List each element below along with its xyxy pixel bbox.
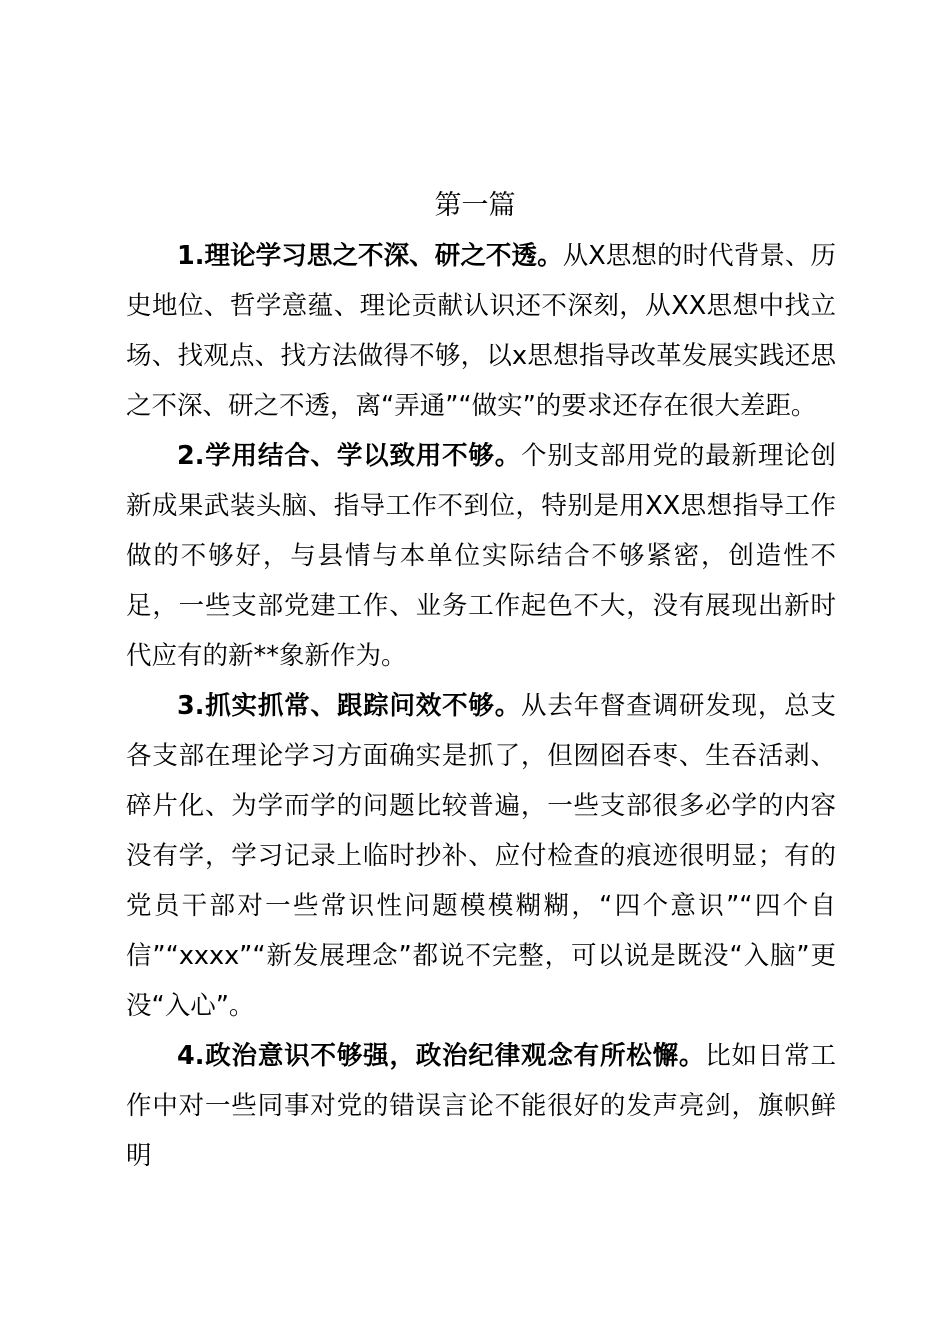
paragraph-heading: 4.政治意识不够强，政治纪律观念有所松懈。 bbox=[177, 1041, 706, 1071]
paragraph-2 bbox=[126, 431, 836, 681]
paragraph-text: 从X思想的时代背景、历史地位、哲学意蕴、理论贡献认识还不深刻，从XX思想中找立场、找观点、找方法做得不够，以x思想指导改革发展实践还思之不深、研之不透，离“弄通”“做实”的要求还存在很大差距。 bbox=[126, 241, 836, 421]
document-title: 第一篇 bbox=[434, 190, 516, 221]
paragraph-text: 个别支部用党的最新理论创新成果武装头脑、指导工作不到位，特别是用XX思想指导工作做的不够好，与县情与本单位实际结合不够紧密，创造性不足，一些支部党建工作、业务工作起色不大，没有展现出新时代应有的新**象新作为。 bbox=[126, 441, 836, 671]
paragraph-3 bbox=[126, 681, 836, 1031]
paragraph-heading: 3.抓实抓常、跟踪问效不够。 bbox=[177, 691, 522, 721]
paragraph-heading: 2.学用结合、学以致用不够。 bbox=[177, 441, 522, 471]
paragraph-heading: 1.理论学习思之不深、研之不透。 bbox=[177, 241, 563, 271]
document-body bbox=[126, 231, 836, 1181]
paragraph-4 bbox=[126, 1031, 836, 1181]
paragraph-text: 比如日常工作中对一些同事对党的错误言论不能很好的发声亮剑，旗帜鲜明 bbox=[126, 1041, 836, 1171]
paragraph-text: 从去年督查调研发现，总支各支部在理论学习方面确实是抓了，但囫囵吞枣、生吞活剥、碎片化、为学而学的问题比较普遍，一些支部很多必学的内容没有学，学习记录上临时抄补、应付检查的痕迹很明显；有的党员干部对一些常识性问题模模糊糊，“四个意识”“四个自信”“xxxx”“新发展理念”都说不完整，可以说是既没“入脑”更没“入心”。 bbox=[126, 691, 836, 1021]
paragraph-1 bbox=[126, 231, 836, 431]
